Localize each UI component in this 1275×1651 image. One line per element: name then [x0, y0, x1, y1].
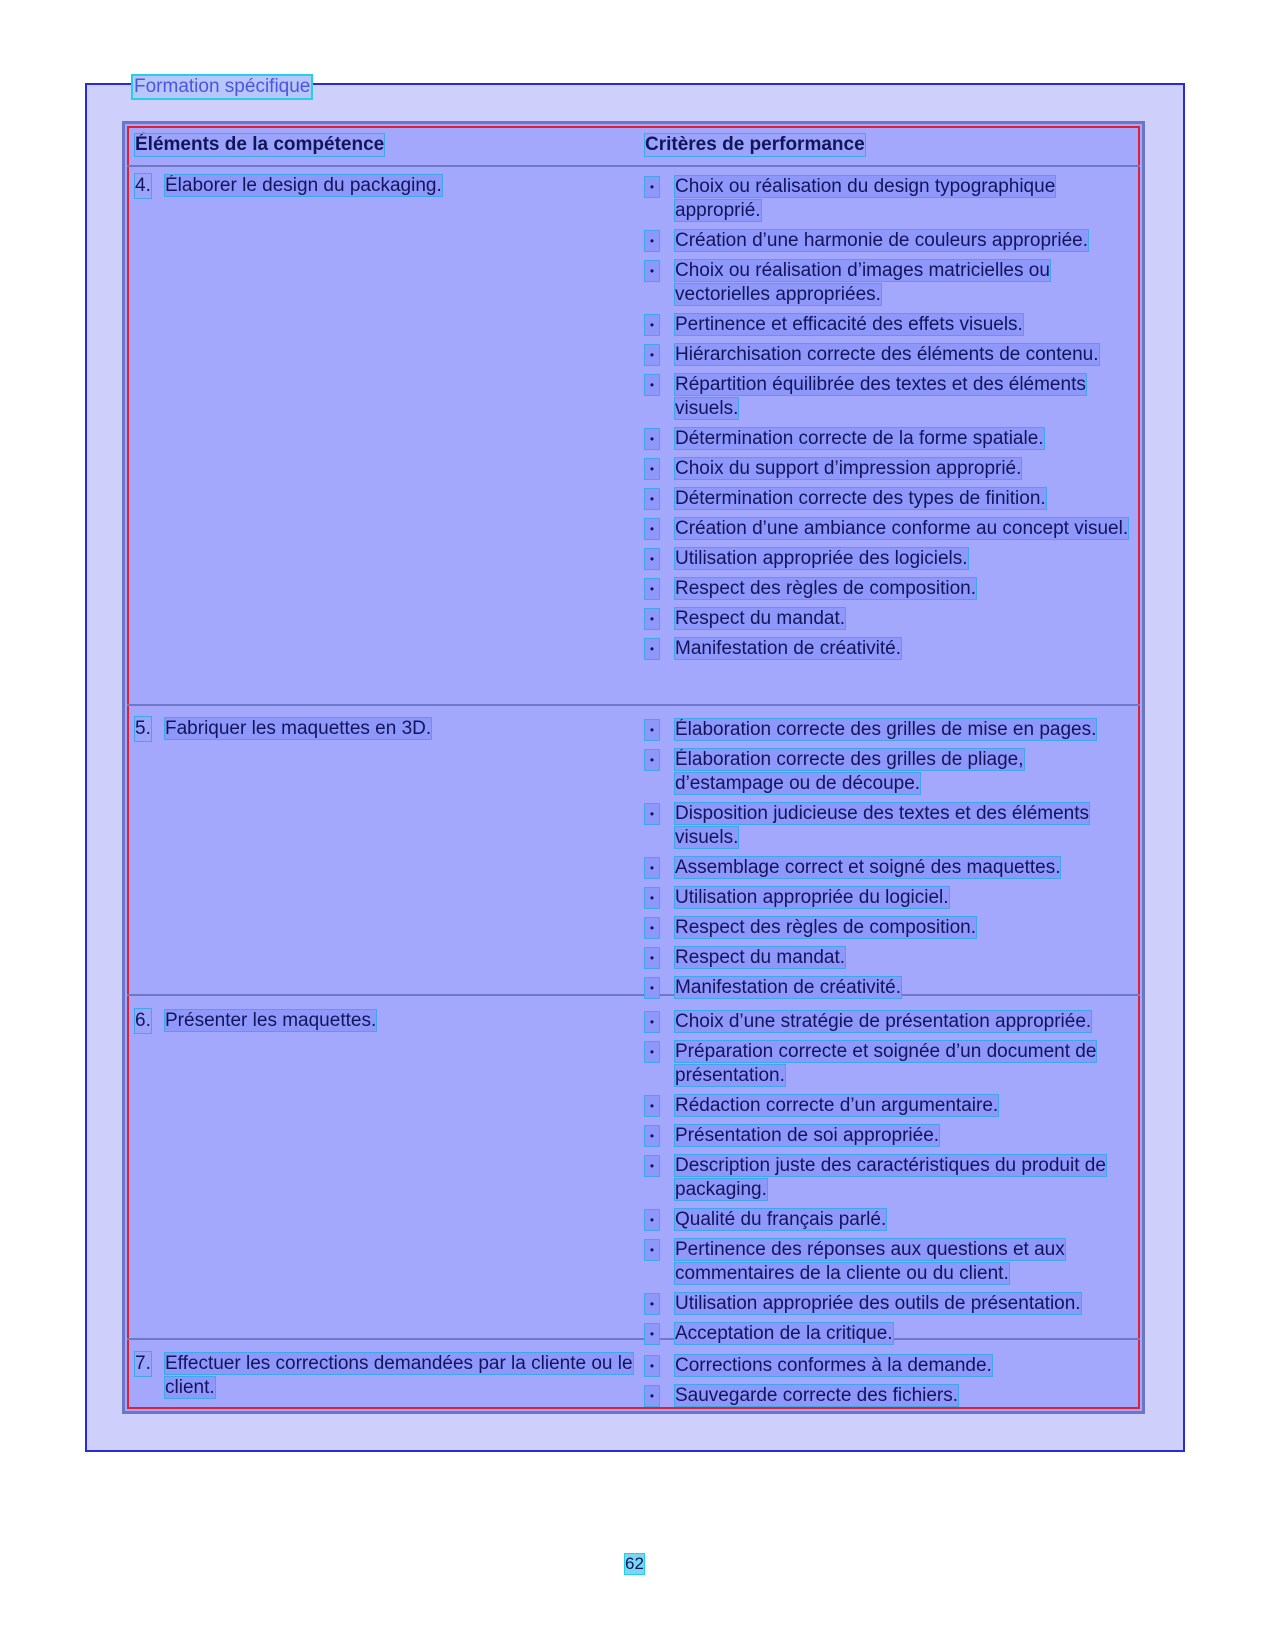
- bullet-icon: •: [645, 720, 659, 740]
- criterion-item: • Corrections conformes à la demande.: [645, 1354, 1135, 1378]
- criterion-item: • Respect du mandat.: [645, 607, 1135, 631]
- criterion-item: • Création d’une ambiance conforme au concept visuel.: [645, 517, 1135, 541]
- criterion-item: • Détermination correcte des types de finition.: [645, 487, 1135, 511]
- criterion-item: • Répartition équilibrée des textes et des éléments visuels.: [645, 373, 1135, 421]
- element-number: 7.: [135, 1353, 151, 1374]
- bullet-icon: •: [645, 1210, 659, 1230]
- element-number: 4.: [135, 175, 151, 196]
- criterion-item: • Préparation correcte et soignée d’un document de présentation.: [645, 1040, 1135, 1088]
- criterion-item: • Respect des règles de composition.: [645, 916, 1135, 940]
- criterion-item: • Détermination correcte de la forme spatiale.: [645, 427, 1135, 451]
- criterion-item: • Respect des règles de composition.: [645, 577, 1135, 601]
- bullet-icon: •: [645, 750, 659, 770]
- criterion-item: • Présentation de soi appropriée.: [645, 1124, 1135, 1148]
- bullet-icon: •: [645, 978, 659, 998]
- criterion-item: • Disposition judicieuse des textes et des éléments visuels.: [645, 802, 1135, 850]
- criterion-item: • Pertinence des réponses aux questions et aux commentaires de la cliente ou du client.: [645, 1238, 1135, 1286]
- bullet-icon: •: [645, 519, 659, 539]
- bullet-icon: •: [645, 549, 659, 569]
- element-text: Élaborer le design du packaging.: [165, 175, 442, 196]
- bullet-icon: •: [645, 1042, 659, 1062]
- bullet-icon: •: [645, 858, 659, 878]
- element-text: Effectuer les corrections demandées par la cliente ou le client.: [165, 1353, 633, 1398]
- criteria-list: [645, 1354, 1135, 1414]
- element-text: Fabriquer les maquettes en 3D.: [165, 718, 432, 739]
- element-text: Présenter les maquettes.: [165, 1010, 377, 1031]
- bullet-icon: •: [645, 489, 659, 509]
- bullet-icon: •: [645, 1356, 659, 1376]
- bullet-icon: •: [645, 429, 659, 449]
- bullet-icon: •: [645, 345, 659, 365]
- criterion-item: • Assemblage correct et soigné des maquettes.: [645, 856, 1135, 880]
- criterion-item: • Sauvegarde correcte des fichiers.: [645, 1384, 1135, 1408]
- header-elements: Éléments de la compétence: [135, 134, 385, 155]
- bullet-icon: •: [645, 1294, 659, 1314]
- bullet-icon: •: [645, 948, 659, 968]
- bullet-icon: •: [645, 375, 659, 395]
- header-criteria: Critères de performance: [645, 134, 865, 155]
- criteria-list: [645, 175, 1135, 667]
- criterion-item: • Utilisation appropriée des outils de présentation.: [645, 1292, 1135, 1316]
- criterion-item: • Manifestation de créativité.: [645, 976, 1135, 1000]
- competence-element: [135, 717, 645, 741]
- competence-element: [135, 174, 645, 198]
- page-number: 62: [625, 1554, 644, 1573]
- bullet-icon: •: [645, 579, 659, 599]
- criterion-item: • Qualité du français parlé.: [645, 1208, 1135, 1232]
- bullet-icon: •: [645, 177, 659, 197]
- bullet-icon: •: [645, 888, 659, 908]
- criterion-item: • Élaboration correcte des grilles de pliage, d’estampage ou de découpe.: [645, 748, 1135, 796]
- criterion-item: • Description juste des caractéristiques du produit de packaging.: [645, 1154, 1135, 1202]
- criterion-item: • Choix du support d’impression approprié.: [645, 457, 1135, 481]
- criteria-list: [645, 1010, 1135, 1352]
- element-number: 5.: [135, 718, 151, 739]
- criterion-item: • Élaboration correcte des grilles de mise en pages.: [645, 718, 1135, 742]
- element-number: 6.: [135, 1010, 151, 1031]
- criterion-item: • Choix d’une stratégie de présentation appropriée.: [645, 1010, 1135, 1034]
- criterion-item: • Choix ou réalisation du design typographique approprié.: [645, 175, 1135, 223]
- bullet-icon: •: [645, 459, 659, 479]
- criterion-item: • Pertinence et efficacité des effets visuels.: [645, 313, 1135, 337]
- bullet-icon: •: [645, 261, 659, 281]
- criteria-list: [645, 718, 1135, 1006]
- bullet-icon: •: [645, 609, 659, 629]
- criterion-item: • Choix ou réalisation d’images matricielles ou vectorielles appropriées.: [645, 259, 1135, 307]
- row-divider: [127, 704, 1140, 706]
- competence-element: [135, 1352, 645, 1400]
- bullet-icon: •: [645, 231, 659, 251]
- criterion-item: • Rédaction correcte d’un argumentaire.: [645, 1094, 1135, 1118]
- bullet-icon: •: [645, 315, 659, 335]
- criterion-item: • Manifestation de créativité.: [645, 637, 1135, 661]
- competence-element: [135, 1009, 645, 1033]
- section-title: Formation spécifique: [134, 76, 311, 97]
- bullet-icon: •: [645, 1156, 659, 1176]
- bullet-icon: •: [645, 639, 659, 659]
- bullet-icon: •: [645, 1096, 659, 1116]
- criterion-item: • Utilisation appropriée des logiciels.: [645, 547, 1135, 571]
- bullet-icon: •: [645, 804, 659, 824]
- criterion-item: • Utilisation appropriée du logiciel.: [645, 886, 1135, 910]
- bullet-icon: •: [645, 918, 659, 938]
- bullet-icon: •: [645, 1012, 659, 1032]
- criterion-item: • Hiérarchisation correcte des éléments de contenu.: [645, 343, 1135, 367]
- criterion-item: • Respect du mandat.: [645, 946, 1135, 970]
- header-divider: [127, 165, 1140, 167]
- bullet-icon: •: [645, 1240, 659, 1260]
- bullet-icon: •: [645, 1386, 659, 1406]
- criterion-item: • Création d’une harmonie de couleurs appropriée.: [645, 229, 1135, 253]
- criterion-item: • Acceptation de la critique.: [645, 1322, 1135, 1346]
- bullet-icon: •: [645, 1126, 659, 1146]
- bullet-icon: •: [645, 1324, 659, 1344]
